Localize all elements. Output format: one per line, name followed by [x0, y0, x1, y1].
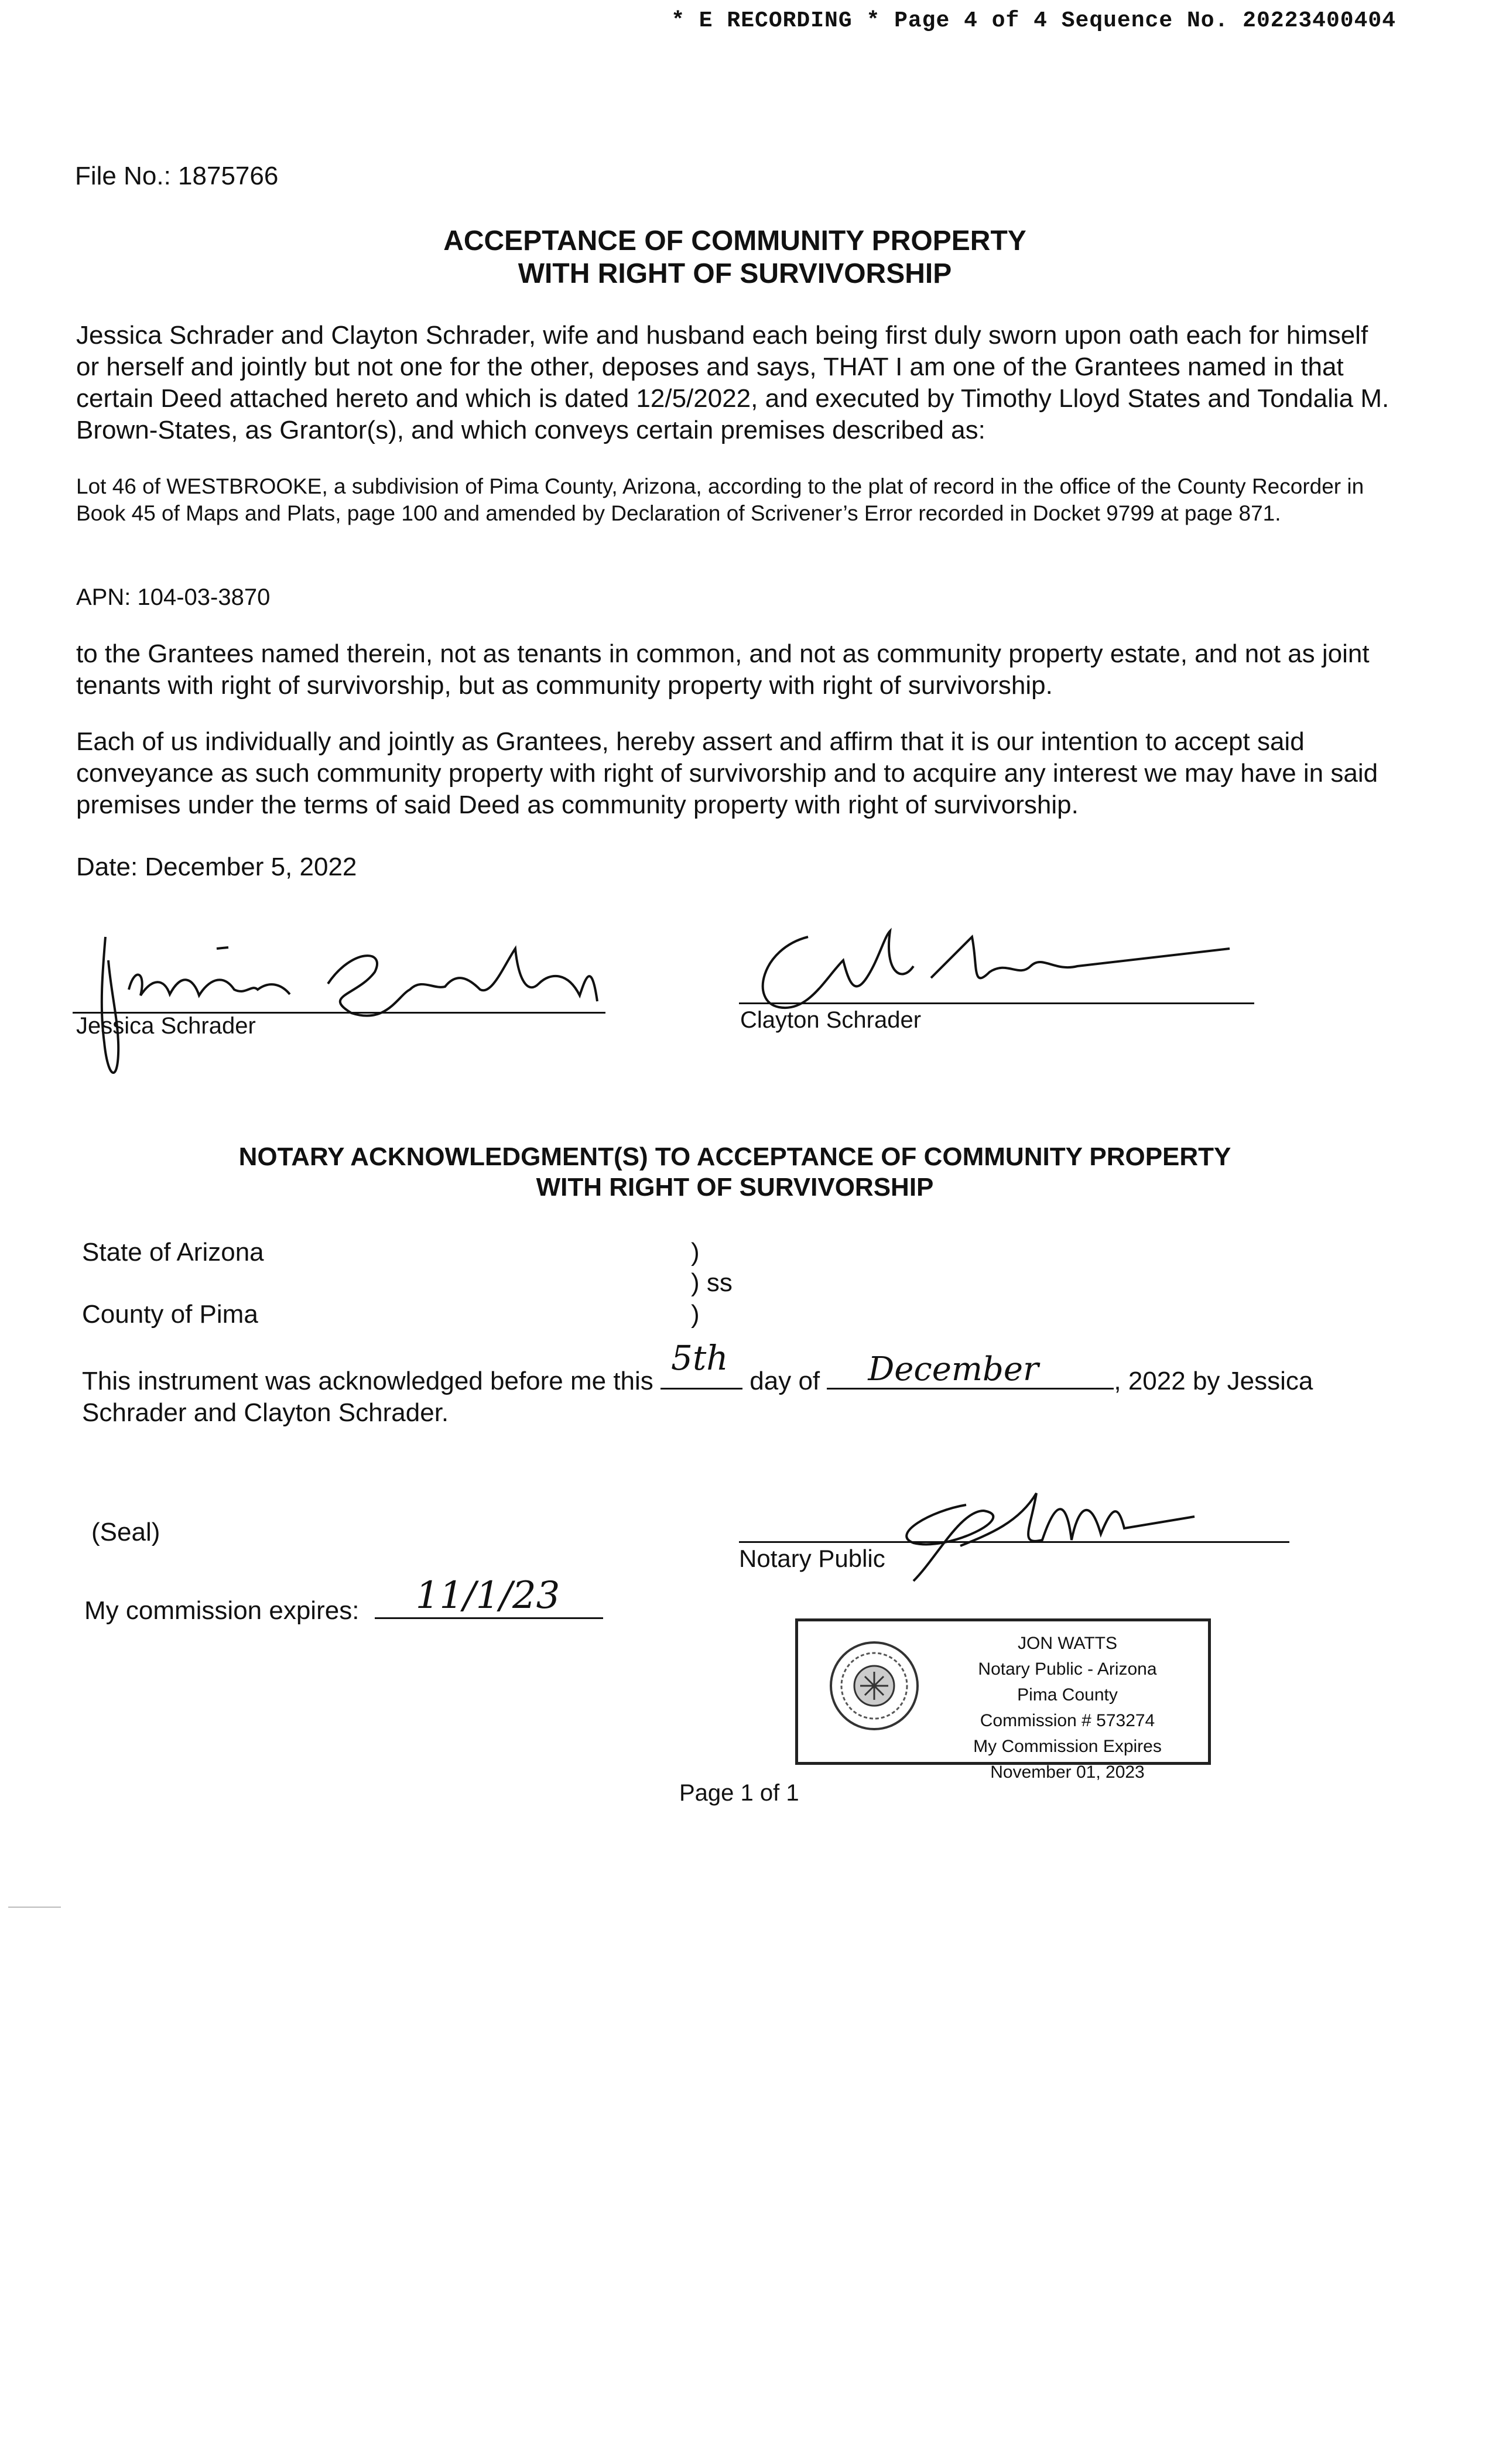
tenancy-paragraph: to the Grantees named therein, not as tenants in common, and not as community property estate, and not as joint tenants with right of survivorship, but as community property with right of survivorship. — [76, 639, 1370, 700]
clayton-signature-line — [739, 1002, 1254, 1004]
recording-header: * E RECORDING * Page 4 of 4 Sequence No. 20223400404 — [671, 8, 1396, 33]
commission-expiry — [84, 1574, 603, 1625]
venue-state: State of Arizona — [82, 1238, 264, 1267]
handwritten-day: 5th — [671, 1338, 728, 1378]
seal-label: (Seal) — [91, 1518, 160, 1546]
notary-signature-line — [739, 1541, 1289, 1543]
ack-text-part-2: day of — [750, 1367, 820, 1395]
commission-label: My commission expires: — [84, 1596, 360, 1625]
notary-stamp — [795, 1618, 1211, 1782]
venue-paren-1: ) — [691, 1238, 700, 1267]
notary-signature-image — [843, 1470, 1265, 1587]
commission-blank — [375, 1574, 603, 1619]
affirmation-paragraph: Each of us individually and jointly as Grantees, hereby assert and affirm that it is our intention to accept said conveyance as such community property with right of survivorship and to acquire any interest we may have in said premises under the terms of said Deed as community property with right of survivorship. — [76, 727, 1378, 819]
ack-text-part-1: This instrument was acknowledged before me this — [82, 1367, 653, 1395]
title-line-1: ACCEPTANCE OF COMMUNITY PROPERTY — [443, 225, 1026, 256]
venue-paren-ss: ) ss — [691, 1268, 733, 1297]
notary-title-line-2: WITH RIGHT OF SURVIVORSHIP — [536, 1173, 934, 1202]
title-line-2: WITH RIGHT OF SURVIVORSHIP — [518, 258, 952, 289]
handwritten-expiry: 11/1/23 — [415, 1574, 560, 1617]
notary-title — [0, 1142, 1470, 1203]
affidavit-paragraph: Jessica Schrader and Clayton Schrader, wife and husband each being first duly sworn upon oath each for himself or herself and jointly but not one for the other, deposes and says, THAT I am one of the Grantees named in that certain Deed attached hereto and which is dated 12/5/2022, and executed by Timothy Lloyd States and Tondalia M. Brown-States, as Grantor(s), and which conveys certain premises described as: — [76, 321, 1390, 444]
jessica-signature-name: Jessica Schrader — [76, 1013, 256, 1039]
notary-seal-icon — [827, 1639, 921, 1733]
stamp-commission-number: Commission # 573274 — [980, 1711, 1155, 1730]
stamp-expiry: My Commission Expires November 01, 2023 — [973, 1737, 1162, 1782]
month-blank — [827, 1350, 1114, 1390]
file-number: File No.: 1875766 — [75, 162, 279, 190]
day-blank — [660, 1338, 742, 1390]
apn-number: APN: 104-03-3870 — [76, 584, 271, 610]
notary-title-line-1: NOTARY ACKNOWLEDGMENT(S) TO ACCEPTANCE OF COMMUNITY PROPERTY — [238, 1142, 1231, 1171]
acknowledgment-statement — [82, 1338, 1399, 1429]
clayton-signature-name: Clayton Schrader — [740, 1007, 922, 1033]
stamp-notary-title: Notary Public - Arizona — [978, 1659, 1157, 1679]
handwritten-month: December — [868, 1350, 1039, 1388]
stamp-text — [933, 1631, 1202, 1785]
venue-paren-3: ) — [691, 1300, 700, 1329]
document-title — [0, 225, 1470, 290]
margin-mark — [8, 1907, 61, 1908]
legal-description: Lot 46 of WESTBROOKE, a subdivision of Pima County, Arizona, according to the plat of record in the office of the County Recorder in Book 45 of Maps and Plats, page 100 and amended by Declaration of Scrivener’s Error recorded in Docket 9799 at page 871. — [76, 474, 1364, 525]
page-number: Page 1 of 1 — [679, 1780, 799, 1806]
notary-public-label: Notary Public — [739, 1545, 885, 1572]
ack-text-part-3: , 2022 by Jessica Schrader and Clayton Schrader. — [82, 1367, 1313, 1427]
stamp-notary-name: JON WATTS — [1018, 1634, 1117, 1653]
venue-county: County of Pima — [82, 1300, 258, 1329]
stamp-county: Pima County — [1017, 1685, 1118, 1705]
document-date: Date: December 5, 2022 — [76, 853, 357, 881]
